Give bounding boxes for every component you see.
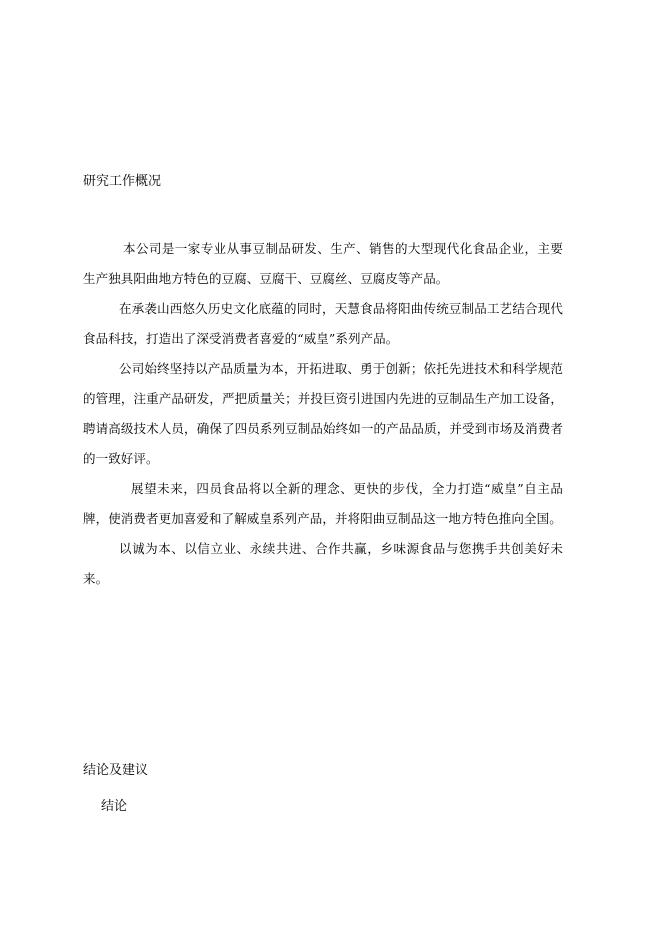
- subsection-heading-conclusion: 结论: [101, 799, 128, 814]
- paragraph-motto: 以诚为本、以信立业、永续共进、合作共赢，乡味源食品与您携手共创美好未来。: [83, 541, 563, 586]
- section-heading-research-overview: 研究工作概况: [83, 174, 162, 189]
- section-body-research-overview: [83, 234, 563, 594]
- section-heading-conclusion-suggestions: 结论及建议: [83, 763, 149, 778]
- paragraph-outlook: 展望未来，四员食品将以全新的理念、更快的步伐，全力打造“威皇”自主品牌，使消费者更加喜爱和了解威皇系列产品，并将阳曲豆制品这一地方特色推向全国。: [83, 481, 563, 526]
- paragraph-heritage: 在承袭山西悠久历史文化底蕴的同时，天慧食品将阳曲传统豆制品工艺结合现代食品科技，打造出了深受消费者喜爱的“威皇”系列产品。: [83, 301, 563, 346]
- paragraph-company-intro: 本公司是一家专业从事豆制品研发、生产、销售的大型现代化食品企业，主要生产独具阳曲地方特色的豆腐、豆腐干、豆腐丝、豆腐皮等产品。: [83, 241, 563, 286]
- paragraph-quality: 公司始终坚持以产品质量为本，开拓进取、勇于创新；依托先进技术和科学规范的管理，注重产品研发，严把质量关；并投巨资引进国内先进的豆制品生产加工设备，聘请高级技术人员，确保了四员系列豆制品始终如一的产品品质，并受到市场及消费者的一致好评。: [83, 361, 563, 466]
